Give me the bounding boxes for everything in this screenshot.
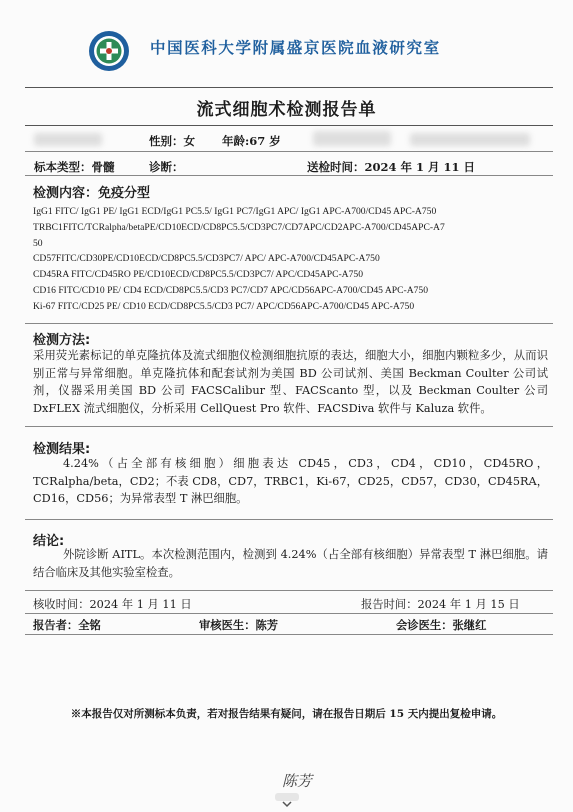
panel-line: Ki-67 FITC/CD25 PE/ CD10 ECD/CD8PC5.5/CD3 PC7/ APC/CD56APC-A700/CD45 APC-A750: [33, 300, 415, 312]
footer-divider: [25, 590, 553, 591]
panel-line: IgG1 FITC/ IgG1 PE/ IgG1 ECD/IgG1 PC5.5/ IgG1 PC7/IgG1 APC/ IgG1 APC-A700/CD45 APC-A750: [33, 206, 437, 217]
footer-divider-3: [25, 634, 553, 635]
result-heading: 检测结果:: [33, 442, 91, 457]
age-field: 年龄:67 岁: [222, 134, 281, 148]
panel-list: [33, 204, 553, 315]
verify-time: 核收时间：2024 年 1 月 11 日: [33, 598, 192, 611]
header-divider: [25, 87, 553, 88]
panel-line: CD45RA FITC/CD45RO PE/CD10ECD/CD8PC5.5/CD3PC7/ APC/CD45APC-A750: [33, 269, 363, 281]
consult-doctor: 会诊医生：张继红: [396, 618, 487, 632]
conclusion-heading: 结论:: [33, 534, 65, 549]
hospital-logo: [88, 30, 130, 72]
specimen-type: 标本类型：骨髓: [34, 160, 115, 174]
result-divider: [25, 519, 553, 520]
reviewer: 审核医生：陈芳: [199, 618, 279, 632]
report-time: 报告时间：2024 年 1 月 15 日: [361, 598, 520, 611]
content-divider: [25, 323, 553, 324]
panel-line: TRBC1FITC/TCRalpha/betaPE/CD10ECD/CD8PC5.5/CD3PC7/CD7APC/CD2APC-A700/CD45APC-A7: [33, 221, 445, 233]
scroll-down-indicator[interactable]: [275, 793, 299, 801]
send-time: 送检时间：2024 年 1 月 11 日: [307, 160, 476, 174]
institution-name: 中国医科大学附属盛京医院血液研究室: [150, 39, 441, 57]
method-text: 采用荧光素标记的单克隆抗体及流式细胞仪检测细胞抗原的表达，细胞大小，细胞内颗粒多少，从而识别正常与异常细胞。单克隆抗体和配套试剂为美国 BD 公司试剂、美国 Beckman Coulter 公司试剂，仪器采用美国 BD 公司 FACSCalibur 型、FACScanto 型，以及 Beckman Coulter 公司 DxFLEX 流式细胞仪，分析采用 CellQuest Pro 软件、FACSDiva 软件与 Kaluza 软件。: [33, 349, 548, 415]
result-text: 4.24%（占全部有核细胞）细胞表达 CD45，CD3，CD4，CD10，CD45RO，TCRalpha/beta，CD2；不表 CD8，CD7，TRBC1，Ki-67，CD25，CD57，CD30，CD45RA，CD16，CD56；为异常表型 T 淋巴细胞。: [33, 457, 548, 505]
content-heading: 检测内容：免疫分型: [33, 186, 151, 201]
redacted-name: [34, 133, 102, 146]
diagnosis-label: 诊断：: [149, 160, 184, 174]
handwritten-signature: 陈芳: [282, 772, 313, 790]
info-divider-2: [25, 175, 553, 176]
disclaimer-notice: ※本报告仅对所测标本负责，若对报告结果有疑问，请在报告日期后 15 天内提出复检申请。: [70, 708, 503, 720]
chevron-down-icon: [275, 800, 299, 808]
title-divider: [25, 125, 553, 126]
panel-line: 50: [33, 237, 43, 249]
panel-line: CD57FITC/CD30PE/CD10ECD/CD8PC5.5/CD3PC7/ APC/ APC-A700/CD45APC-A750: [33, 253, 380, 265]
reporter: 报告者：全铭: [33, 618, 101, 632]
redacted-id: [313, 131, 391, 146]
info-divider: [25, 151, 553, 152]
panel-line: CD16 FITC/CD10 PE/ CD4 ECD/CD8PC5.5/CD3 PC7/CD7 APC/CD56APC-A700/CD45 APC-A750: [33, 284, 429, 296]
footer-divider-2: [25, 613, 553, 614]
gender-field: 性别：女: [149, 134, 195, 148]
method-heading: 检测方法:: [33, 333, 91, 348]
method-divider: [25, 426, 553, 427]
redacted-field: [410, 133, 530, 146]
report-title: 流式细胞术检测报告单: [196, 100, 377, 120]
conclusion-text: 外院诊断 AITL。本次检测范围内，检测到 4.24%（占全部有核细胞）异常表型 T 淋巴细胞。请结合临床及其他实验室检查。: [33, 548, 548, 579]
